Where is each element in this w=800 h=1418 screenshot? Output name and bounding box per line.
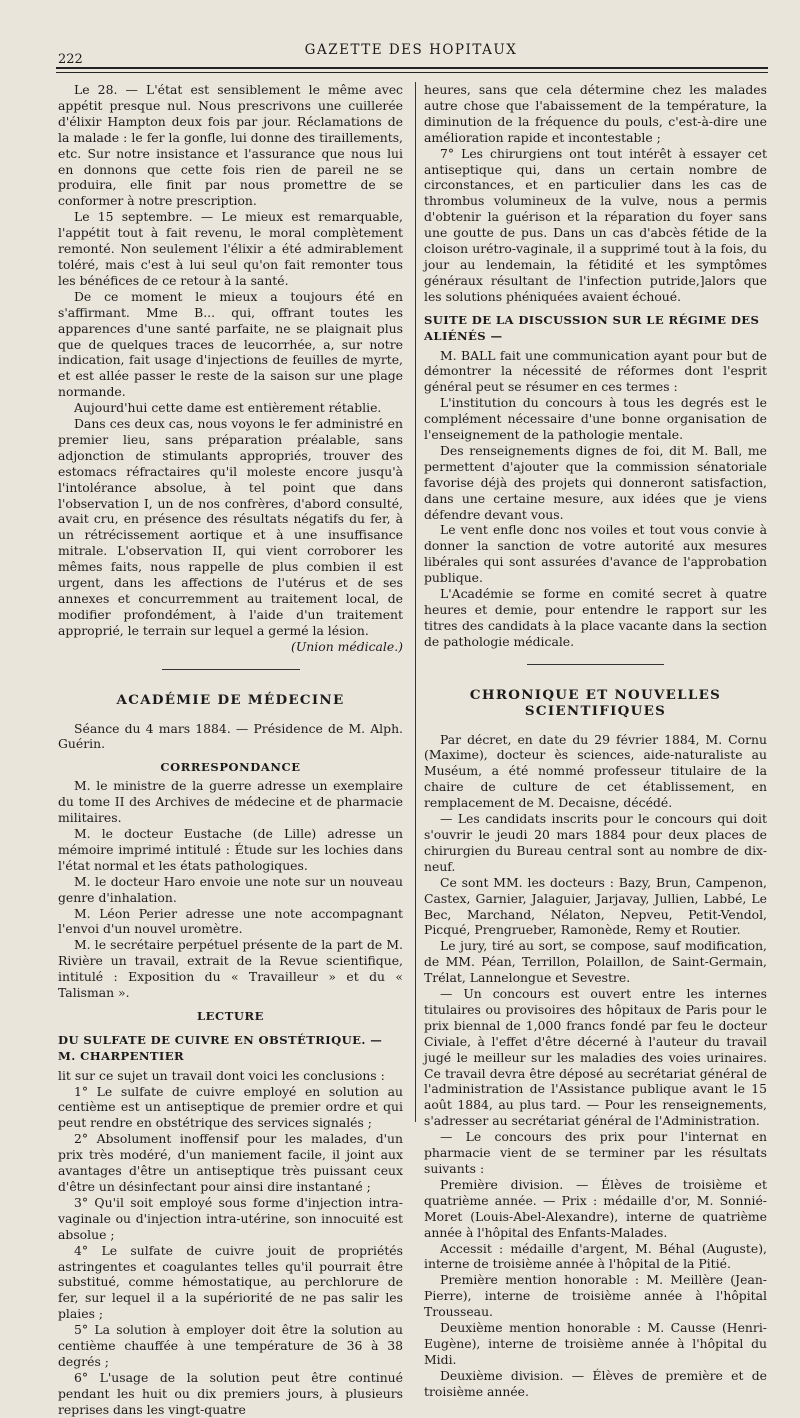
correspondance-item: M. Léon Perier adresse une note accompagnant l'envoi d'un nouvel uromètre. (58, 905, 403, 937)
conclusion-item: 6° L'usage de la solution peut être continué pendant les huit ou dix premiers jours, à plusieurs reprises dans les vingt-quatre (58, 1369, 403, 1417)
paragraph: Aujourd'hui cette dame est entièrement rétablie. (74, 400, 382, 416)
correspondance-item: M. le docteur Eustache (de Lille) adresse un mémoire imprimé intitulé : Étude sur les lochies dans l'état normal et les états pathologiques. (58, 825, 403, 873)
news-item: Ce sont MM. les docteurs : Bazy, Brun, Campenon, Castex, Garnier, Jalaguier, Jarjavay, Jullien, Labbé, Le Bec, Marchand, Nélaton, Nepveu, Petit-Vendol, Picqué, Prengrueber, Ramonède, Remy et Routier. (424, 874, 767, 938)
news-item: Par décret, en date du 29 février 1884, M. Cornu (Maxime), docteur ès sciences, aide-naturaliste au Muséum, a été nommé professeur titulaire de la chaire de culture de cet établissement, en remplacement de M. Decaisne, décédé. (424, 731, 767, 811)
section-title-academie: ACADÉMIE DE MÉDECINE (116, 691, 345, 708)
left-column (58, 82, 403, 1418)
paragraph: Le 15 septembre. — Le mieux est remarquable, l'appétit tout à fait revenu, le moral complètement remonté. Non seulement l'élixir a été admirablement toléré, mais c'est à lui seul qu'on fait remonter tous les bénéfices de ce retour à la santé. (58, 209, 403, 288)
conclusion-item: 7° Les chirurgiens ont tout intérêt à essayer cet antiseptique qui, dans un certain nombre de circonstances, et en particulier dans les cas de thrombus volumineux de la vulve, nous a permis d'obtenir la guérison et la réparation du foyer sans une goutte de pus. Dans un cas d'abcès fétide de la cloison urétro-vaginale, il a supprimé tout à la fois, du jour au lendemain, la fétidité et les symptômes généraux résultant de l'infection putride,]alors que les solutions phéniquées avaient échoué. (424, 145, 767, 304)
paragraph: heures, sans que cela détermine chez les malades autre chose que l'abaissement de la température, la diminution de la fréquence du pouls, c'est-à-dire une amélioration rapide et incontestable ; (424, 82, 767, 145)
correspondance-item: M. le secrétaire perpétuel présente de la part de M. Rivière un travail, extrait de la Revue scientifique, intitulé : Exposition du « Travailleur » et du « Talisman ». (58, 937, 403, 1001)
news-item: — Les candidats inscrits pour le concours qui doit s'ouvrir le jeudi 20 mars 1884 pour deux places de chirurgien du Bureau central sont au nombre de dix-neuf. (424, 811, 767, 874)
paragraph: L'institution du concours à tous les degrés est le complément nécessaire d'une bonne organisation de l'enseignement de la pathologie mentale. (424, 395, 767, 443)
section-separator (424, 650, 767, 678)
news-item: Première division. — Élèves de troisième et quatrième année. — Prix : médaille d'or, M. Sonnié-Moret (Louis-Abel-Alexandre), interne de quatrième année à l'hôpital des Enfants-Malades. (424, 1176, 767, 1240)
conclusion-item: 5° La solution à employer doit être la solution au centième chauffée à une température de 36 à 38 degrés ; (58, 1322, 403, 1369)
article-heading-sulfate: DU SULFATE DE CUIVRE EN OBSTÉTRIQUE. — M. CHARPENTIER (58, 1032, 383, 1063)
correspondance-item: M. le docteur Haro envoie une note sur un nouveau genre d'inhalation. (58, 873, 403, 905)
news-item: Deuxième mention honorable : M. Causse (Henri-Eugène), interne de troisième année à l'hôpital du Midi. (424, 1320, 767, 1367)
paragraph: lit sur ce sujet un travail dont voici les conclusions : (58, 1067, 385, 1083)
seance-line: Séance du 4 mars 1884. — Présidence de M. Alph. Guérin. (58, 720, 403, 752)
subsection-title-correspondance: CORRESPONDANCE (160, 760, 301, 775)
paragraph: L'Académie se forme en comité secret à quatre heures et demie, pour entendre le rapport sur les titres des candidats à la place vacante dans la section de pathologie médicale. (424, 586, 767, 649)
news-item: — Un concours est ouvert entre les internes titulaires ou provisoires des hôpitaux de Paris pour le prix biennal de 1,000 francs fondé par feu le docteur Civiale, à l'effet d'être décerné à l'auteur du travail jugé le meilleur sur les maladies des voies urinaires. Ce travail devra être déposé au secrétariat général de l'administration de l'Assistance publique avant le 15 août 1884, au plus tard. — Pour les renseignements, s'adresser au secrétariat général de l'Administration. (424, 986, 767, 1129)
source-citation: (Union médicale.) (291, 638, 403, 654)
news-item: Le jury, tiré au sort, se compose, sauf modification, de MM. Péan, Terrillon, Polaillon, de Saint-Germain, Trélat, Lannelongue et Sevestre. (424, 938, 767, 986)
news-item: Première mention honorable : M. Meillère (Jean-Pierre), interne de troisième année à l'hôpital Trousseau. (424, 1272, 767, 1320)
conclusion-item: 1° Le sulfate de cuivre employé en solution au centième est un antiseptique de premier ordre et qui peut rendre en obstétrique des services signalés ; (58, 1083, 403, 1131)
news-item: Deuxième division. — Élèves de première et de troisième année. (424, 1367, 767, 1399)
column-divider (415, 82, 416, 1122)
conclusion-item: 2° Absolument inoffensif pour les malades, d'un prix très modéré, d'un maniement facile, il joint aux avantages d'être un antiseptique très puissant ceux d'être un désinfectant pour ainsi dire instantané ; (58, 1131, 403, 1194)
correspondance-item: M. le ministre de la guerre adresse un exemplaire du tome II des Archives de médecine et de pharmacie militaires. (58, 778, 403, 826)
paragraph: M. BALL fait une communication ayant pour but de démontrer la nécessité de réformes dont l'esprit général peut se résumer en ces termes : (424, 347, 767, 395)
news-item: — Le concours des prix pour l'internat en pharmacie vient de se terminer par les résultats suivants : (424, 1129, 767, 1176)
section-separator (58, 655, 403, 683)
paragraph: Le vent enfle donc nos voiles et tout vous convie à donner la sanction de votre autorité aux mesures libérales qui sont assurées d'avance de l'approbation publique. (424, 522, 767, 586)
section-title-chronique: CHRONIQUE ET NOUVELLES SCIENTIFIQUES (469, 686, 722, 719)
paragraph: Le 28. — L'état est sensiblement le même avec appétit presque nul. Nous prescrivons une cuillerée d'élixir Hampton deux fois par jour. Réclamations de la malade : le fer la gonfle, lui donne des tiraillements, etc. Sur notre insistance et l'assurance que nous lui en donnons que cette fois rien de pareil ne se produira, elle finit par nous promettre de se conformer à notre prescription. (58, 82, 403, 209)
article-heading-alienes: SUITE DE LA DISCUSSION SUR LE RÉGIME DES ALIÉNÉS — (424, 312, 760, 343)
paragraph: Des renseignements dignes de foi, dit M. Ball, me permettent d'ajouter que la commission sénatoriale favorise déjà des projets qui donneront satisfaction, dans une certaine mesure, aux idées que je viens défendre devant vous. (424, 442, 767, 522)
paragraph: De ce moment le mieux a toujours été en s'affirmant. Mme B... qui, offrant toutes les apparences d'une santé parfaite, ne se plaignait plus que de quelques traces de leucorrhée, a, sur notre indication, fait usage d'injections de feuilles de myrte, et est allée passer le reste de la saison sur une plage normande. (58, 288, 403, 400)
subsection-title-lecture: LECTURE (196, 1008, 265, 1023)
right-column (424, 82, 767, 1400)
page-number: 222 (58, 52, 83, 67)
news-item: Accessit : médaille d'argent, M. Béhal (Auguste), interne de troisième année à l'hôpital de la Pitié. (424, 1240, 767, 1272)
conclusion-item: 3° Qu'il soit employé sous forme d'injection intra-vaginale ou d'injection intra-utérine, son innocuité est absolue ; (58, 1194, 403, 1242)
header-rule-thick (56, 67, 768, 69)
paragraph: Dans ces deux cas, nous voyons le fer administré en premier lieu, sans préparation préalable, sans adjonction de stimulants appropriés, trouver des estomacs réfractaires qu'il moleste encore jusqu'à l'intolérance absolue, à tel point que dans l'observation I, un de nos confrères, d'abord consulté, avait cru, en présence des résultats négatifs du fer, à un rétrécissement aortique et à une insuffisance mitrale. L'observation II, qui vient corroborer les mêmes faits, nous rappelle de plus combien il est urgent, dans les affections de l'utérus et de ses annexes et concurremment au traitement local, de modifier profondément, à l'aide d'un traitement approprié, le terrain sur lequel a germé la lésion. (58, 416, 403, 638)
header-rule-thin (56, 72, 768, 73)
conclusion-item: 4° Le sulfate de cuivre jouit de propriétés astringentes et coagulantes telles qu'il pourrait être substitué, comme hémostatique, au perchlorure de fer, sur lequel il a la supériorité de ne pas salir les plaies ; (58, 1242, 403, 1322)
running-title: GAZETTE DES HOPITAUX (304, 42, 518, 58)
